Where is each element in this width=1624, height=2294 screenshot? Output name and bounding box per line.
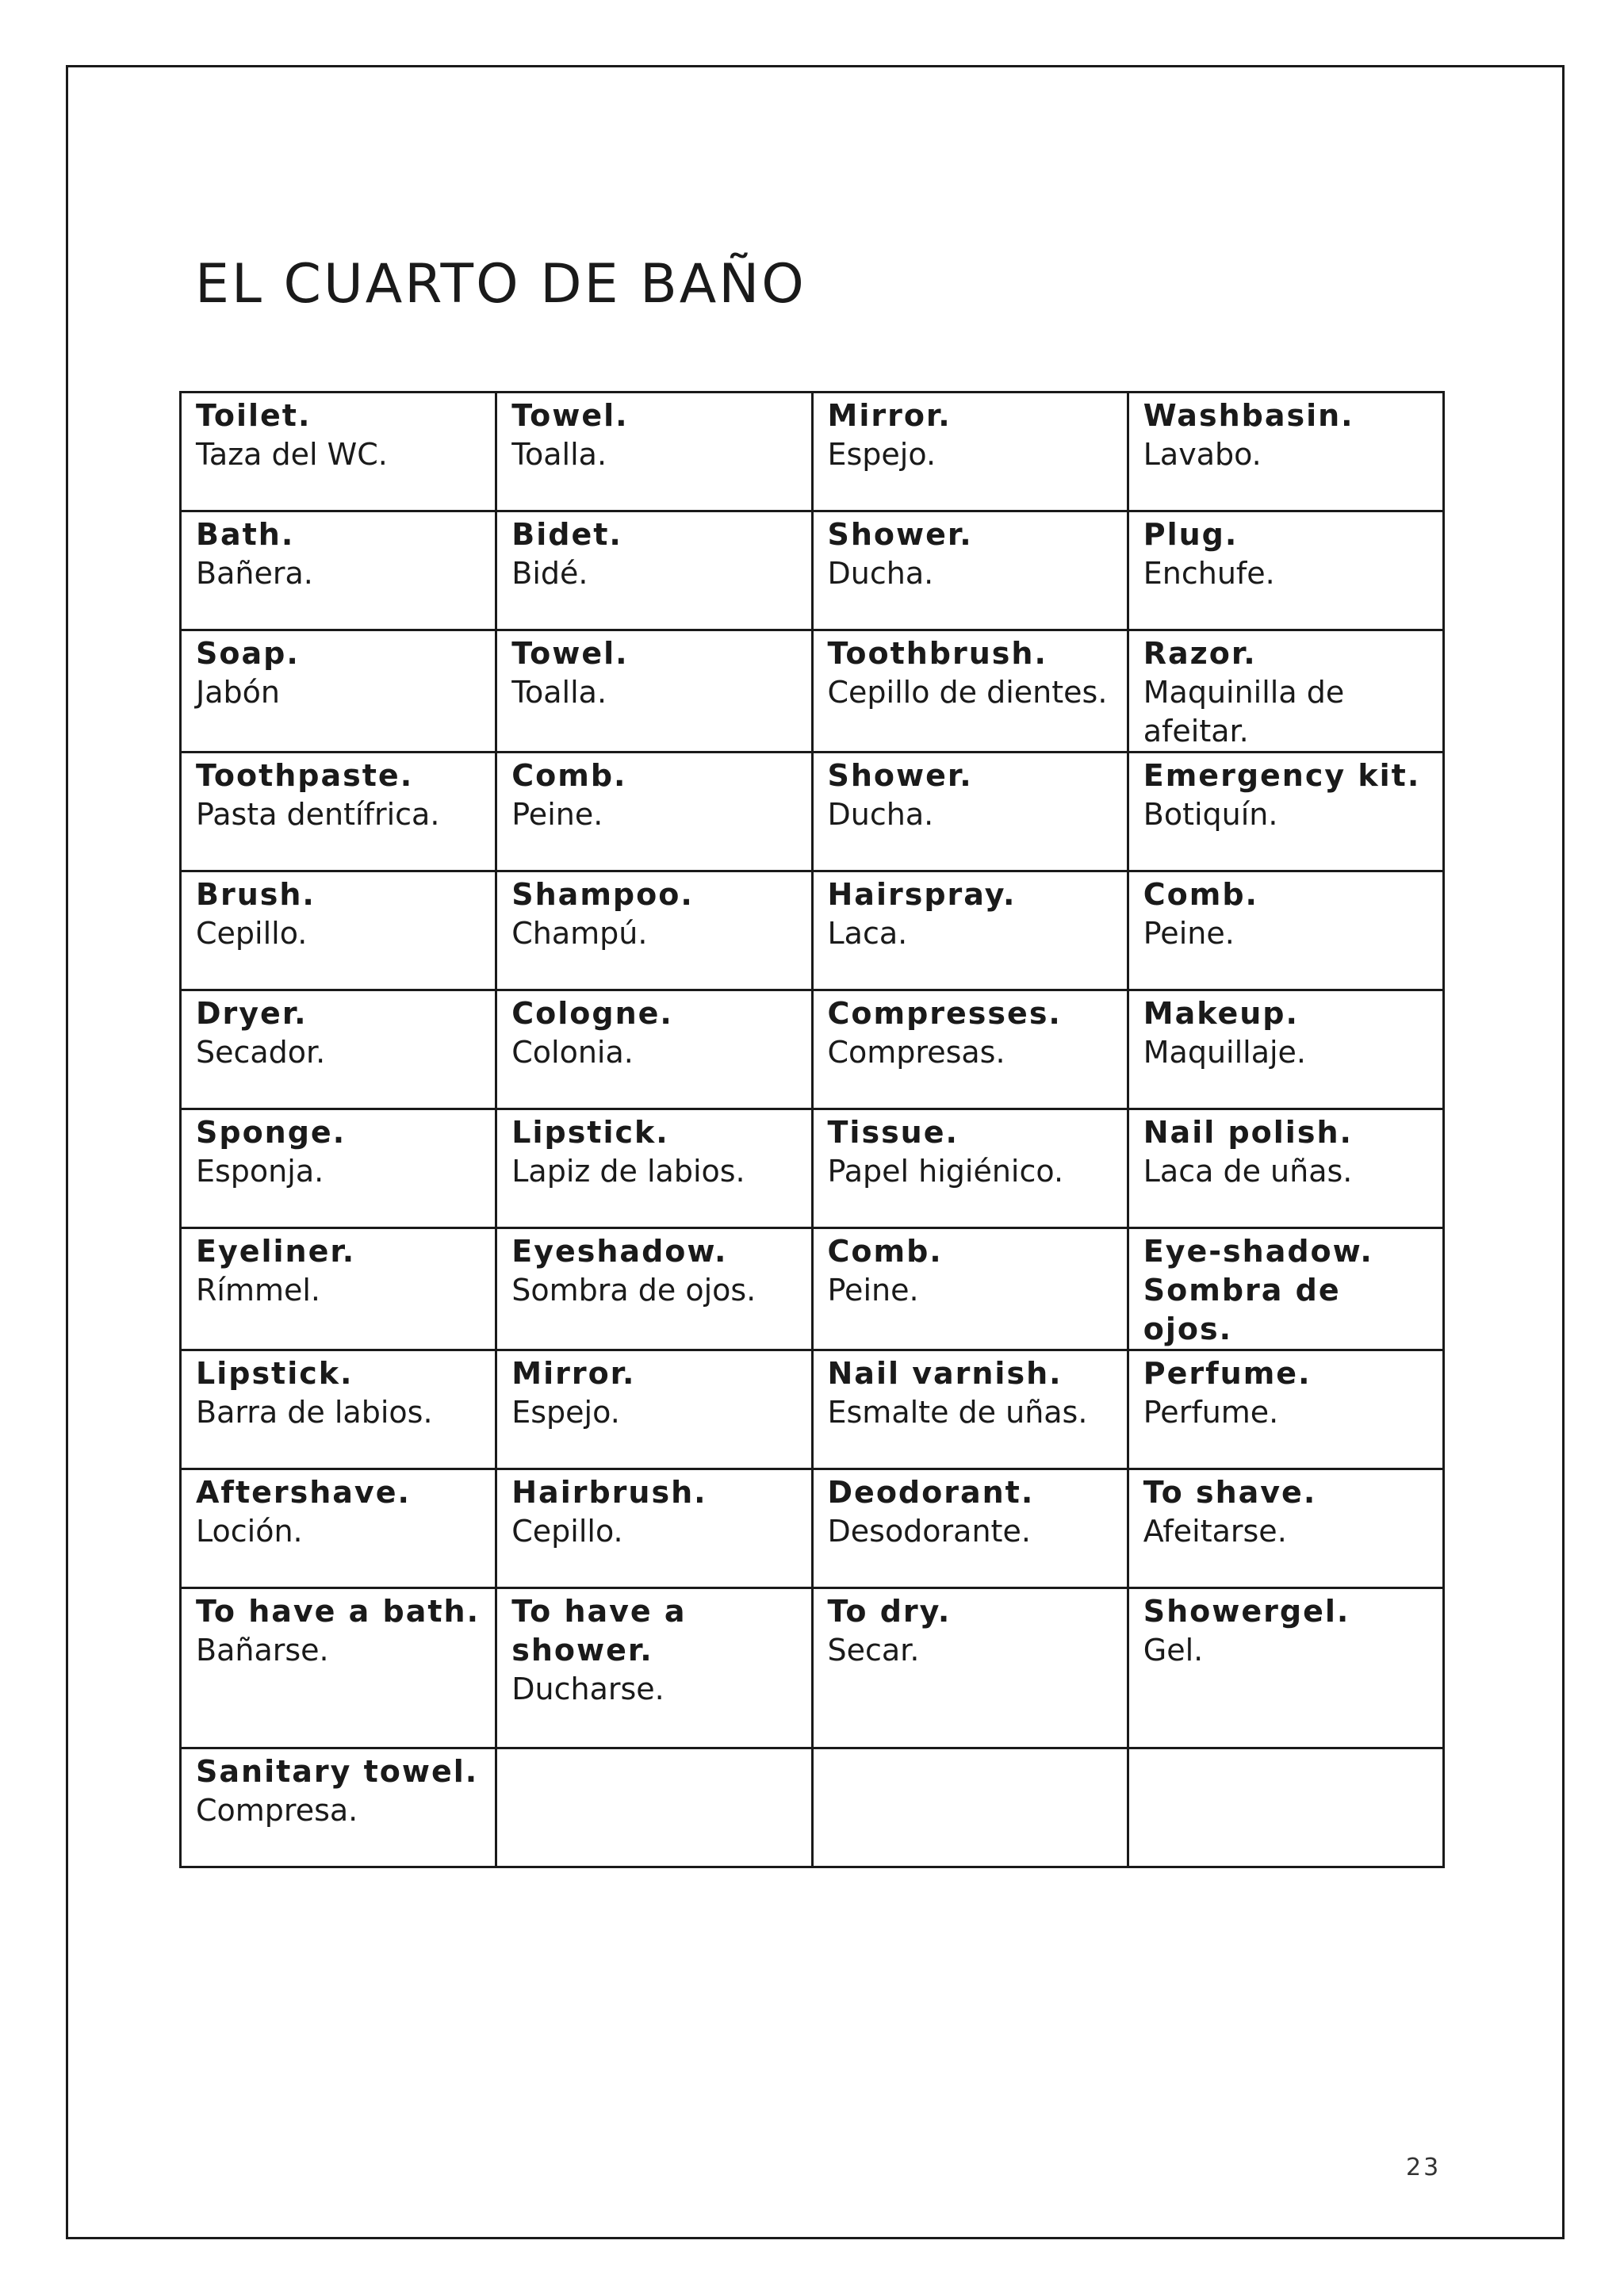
table-cell <box>1128 753 1443 871</box>
english-term: Bidet. <box>511 517 622 552</box>
table-cell <box>181 1109 496 1228</box>
english-term: Bath. <box>196 517 295 552</box>
english-term: Compresses. <box>827 996 1062 1031</box>
spanish-translation: Espejo. <box>511 1395 620 1430</box>
spanish-translation: Maquillaje. <box>1143 1035 1307 1070</box>
table-row <box>181 1228 1444 1350</box>
english-term: Shower. <box>827 517 973 552</box>
table-cell <box>1128 511 1443 630</box>
english-term: Shower. <box>827 758 973 793</box>
spanish-translation: Ducha. <box>827 556 934 591</box>
spanish-translation: Toalla. <box>511 437 607 472</box>
spanish-translation: Bañarse. <box>196 1633 329 1668</box>
table-row <box>181 393 1444 511</box>
spanish-translation: Cepillo. <box>196 916 308 951</box>
spanish-translation: Cepillo de dientes. <box>827 675 1108 710</box>
spanish-translation: Toalla. <box>511 675 607 710</box>
table-cell <box>181 1469 496 1588</box>
table-row <box>181 1469 1444 1588</box>
english-term: Dryer. <box>196 996 308 1031</box>
english-term: Razor. <box>1143 636 1257 671</box>
table-cell <box>1128 1109 1443 1228</box>
table-cell <box>812 1588 1128 1748</box>
table-cell <box>812 753 1128 871</box>
spanish-translation: Gel. <box>1143 1633 1204 1668</box>
english-term: Mirror. <box>511 1356 636 1391</box>
english-term: To dry. <box>827 1594 952 1629</box>
english-term: Comb. <box>511 758 627 793</box>
english-term: Comb. <box>1143 877 1258 912</box>
page-number: 23 <box>1406 2154 1442 2181</box>
table-cell <box>181 1748 496 1867</box>
table-cell <box>812 393 1128 511</box>
spanish-translation: Laca de uñas. <box>1143 1154 1353 1189</box>
spanish-translation: Afeitarse. <box>1143 1514 1287 1549</box>
table-row <box>181 990 1444 1109</box>
spanish-translation: Maquinilla de afeitar. <box>1143 675 1345 749</box>
table-cell <box>181 630 496 753</box>
english-term: Perfume. <box>1143 1356 1312 1391</box>
english-term: Tissue. <box>827 1115 959 1150</box>
english-term: Cologne. <box>511 996 673 1031</box>
english-term: To have a bath. <box>196 1594 481 1629</box>
table-cell <box>181 393 496 511</box>
table-cell <box>1128 871 1443 990</box>
table-cell <box>1128 990 1443 1109</box>
table-cell <box>496 1350 812 1469</box>
english-term: Eyeshadow. <box>511 1234 728 1269</box>
spanish-translation: Cepillo. <box>511 1514 623 1549</box>
table-cell <box>496 1469 812 1588</box>
english-term: Makeup. <box>1143 996 1299 1031</box>
table-cell <box>181 753 496 871</box>
spanish-translation: Papel higiénico. <box>827 1154 1064 1189</box>
table-cell <box>812 1109 1128 1228</box>
spanish-translation: Rímmel. <box>196 1273 321 1308</box>
table-cell <box>1128 1228 1443 1350</box>
english-term: Eyeliner. <box>196 1234 356 1269</box>
empty-table-cell <box>496 1748 812 1867</box>
spanish-translation: Sombra de ojos. <box>511 1273 756 1308</box>
table-cell <box>496 871 812 990</box>
spanish-translation: Ducharse. <box>511 1672 665 1706</box>
spanish-translation: Compresa. <box>196 1793 358 1828</box>
spanish-translation: Taza del WC. <box>196 437 388 472</box>
english-term: Toilet. <box>196 398 312 433</box>
table-cell <box>496 511 812 630</box>
table-cell <box>496 630 812 753</box>
spanish-translation: Champú. <box>511 916 648 951</box>
spanish-translation: Bidé. <box>511 556 588 591</box>
english-term: Shampoo. <box>511 877 694 912</box>
table-cell <box>1128 630 1443 753</box>
spanish-translation: Secar. <box>827 1633 920 1668</box>
english-term: Toothbrush. <box>827 636 1048 671</box>
english-term: Brush. <box>196 877 316 912</box>
table-row <box>181 1588 1444 1748</box>
spanish-translation: Bañera. <box>196 556 313 591</box>
spanish-translation: Pasta dentífrica. <box>196 797 440 832</box>
spanish-translation: Jabón <box>196 675 280 710</box>
english-term: Eye-shadow. <box>1143 1234 1373 1269</box>
english-term: To have a shower. <box>511 1594 687 1668</box>
table-cell <box>812 1469 1128 1588</box>
table-row <box>181 871 1444 990</box>
table-row <box>181 1350 1444 1469</box>
english-term: Lipstick. <box>196 1356 354 1391</box>
table-cell <box>496 753 812 871</box>
spanish-translation: Barra de labios. <box>196 1395 433 1430</box>
english-term: Towel. <box>511 636 629 671</box>
english-term: Soap. <box>196 636 300 671</box>
table-cell <box>1128 1350 1443 1469</box>
spanish-translation: Secador. <box>196 1035 326 1070</box>
table-cell <box>812 630 1128 753</box>
table-cell <box>812 511 1128 630</box>
english-term: Deodorant. <box>827 1475 1035 1510</box>
english-term: Mirror. <box>827 398 952 433</box>
table-cell <box>181 1588 496 1748</box>
table-cell <box>181 871 496 990</box>
english-term: Nail polish. <box>1143 1115 1353 1150</box>
vocabulary-table <box>179 391 1445 1868</box>
table-cell <box>496 990 812 1109</box>
table-cell <box>181 1228 496 1350</box>
empty-table-cell <box>812 1748 1128 1867</box>
english-term: To shave. <box>1143 1475 1317 1510</box>
spanish-translation: Colonia. <box>511 1035 634 1070</box>
spanish-translation: Peine. <box>511 797 603 832</box>
spanish-translation: Perfume. <box>1143 1395 1279 1430</box>
table-cell <box>812 990 1128 1109</box>
table-cell <box>1128 1588 1443 1748</box>
table-cell <box>1128 393 1443 511</box>
table-row <box>181 511 1444 630</box>
table-cell <box>181 511 496 630</box>
spanish-translation: Ducha. <box>827 797 934 832</box>
table-row <box>181 1748 1444 1867</box>
table-cell <box>1128 1469 1443 1588</box>
spanish-translation: Laca. <box>827 916 908 951</box>
spanish-translation: Peine. <box>827 1273 919 1308</box>
english-term: Toothpaste. <box>196 758 414 793</box>
table-cell <box>496 393 812 511</box>
english-term: Sponge. <box>196 1115 347 1150</box>
spanish-translation: Loción. <box>196 1514 303 1549</box>
english-term: Washbasin. <box>1143 398 1354 433</box>
table-cell <box>496 1109 812 1228</box>
table-cell <box>181 990 496 1109</box>
spanish-translation: Compresas. <box>827 1035 1005 1070</box>
spanish-translation: Esponja. <box>196 1154 324 1189</box>
spanish-translation: Sombra de ojos. <box>1143 1273 1341 1346</box>
spanish-translation: Desodorante. <box>827 1514 1031 1549</box>
table-cell <box>181 1350 496 1469</box>
spanish-translation: Espejo. <box>827 437 936 472</box>
spanish-translation: Enchufe. <box>1143 556 1275 591</box>
table-cell <box>496 1588 812 1748</box>
english-term: Lipstick. <box>511 1115 669 1150</box>
english-term: Hairspray. <box>827 877 1017 912</box>
table-cell <box>812 1350 1128 1469</box>
english-term: Emergency kit. <box>1143 758 1421 793</box>
spanish-translation: Botiquín. <box>1143 797 1278 832</box>
empty-table-cell <box>1128 1748 1443 1867</box>
spanish-translation: Esmalte de uñas. <box>827 1395 1088 1430</box>
english-term: Comb. <box>827 1234 943 1269</box>
table-cell <box>812 871 1128 990</box>
table-row <box>181 630 1444 753</box>
english-term: Showergel. <box>1143 1594 1350 1629</box>
table-row <box>181 1109 1444 1228</box>
table-row <box>181 753 1444 871</box>
spanish-translation: Lapiz de labios. <box>511 1154 745 1189</box>
table-cell <box>496 1228 812 1350</box>
spanish-translation: Lavabo. <box>1143 437 1262 472</box>
english-term: Aftershave. <box>196 1475 411 1510</box>
english-term: Plug. <box>1143 517 1239 552</box>
english-term: Sanitary towel. <box>196 1754 479 1789</box>
english-term: Hairbrush. <box>511 1475 707 1510</box>
table-cell <box>812 1228 1128 1350</box>
spanish-translation: Peine. <box>1143 916 1235 951</box>
english-term: Towel. <box>511 398 629 433</box>
page-title: EL CUARTO DE BAÑO <box>195 253 806 316</box>
english-term: Nail varnish. <box>827 1356 1063 1391</box>
